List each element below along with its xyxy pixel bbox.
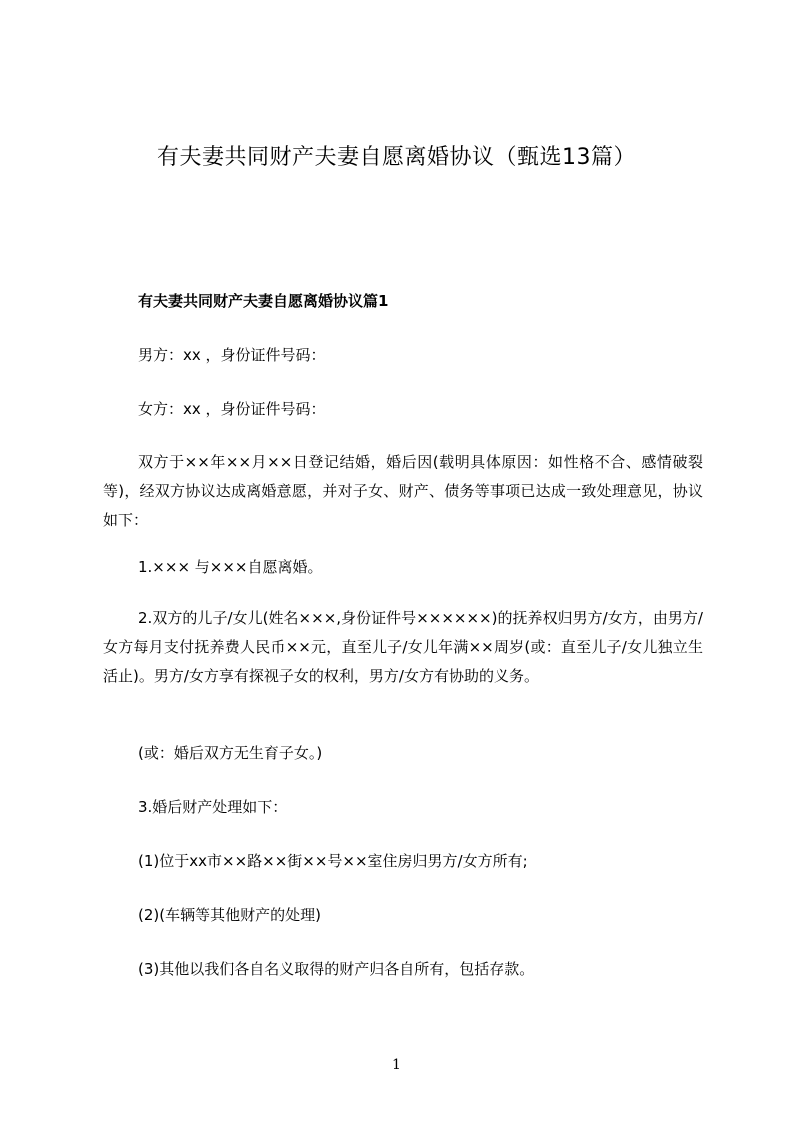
clause-1: 1.××× 与×××自愿离婚。 xyxy=(138,558,323,576)
document-title: 有夫妻共同财产夫妻自愿离婚协议（甄选13篇） xyxy=(157,145,636,170)
property-item-3: (3)其他以我们各自名义取得的财产归各自所有，包括存款。 xyxy=(138,960,535,978)
page-number: 1 xyxy=(392,1057,401,1073)
property-item-2: (2)(车辆等其他财产的处理) xyxy=(138,906,321,924)
intro-paragraph: 双方于××年××月××日登记结婚，婚后因(载明具体原因：如性格不合、感情破裂等)，经双方协议达成离婚意愿，并对子女、财产、债务等事项已达成一致处理意见，协议如下： xyxy=(103,453,703,529)
clause-2: 2.双方的儿子/女儿(姓名×××,身份证件号××××××)的抚养权归男方/女方，由男方/女方每月支付抚养费人民币××元，直至儿子/女儿年满××周岁(或：直至儿子/女儿独立生活止)。男方/女方享有探视子女的权利，男方/女方有协助的义务。 xyxy=(103,609,703,685)
property-item-1: (1)位于xx市××路××街××号××室住房归男方/女方所有; xyxy=(138,852,528,870)
section-heading: 有夫妻共同财产夫妻自愿离婚协议篇1 xyxy=(138,292,389,310)
male-party-line: 男方：xx ，身份证件号码： xyxy=(138,346,326,364)
female-party-line: 女方：xx ，身份证件号码： xyxy=(138,400,326,418)
clause-3: 3.婚后财产处理如下： xyxy=(138,798,288,816)
clause-2-alternative: (或：婚后双方无生育子女。) xyxy=(138,744,323,762)
